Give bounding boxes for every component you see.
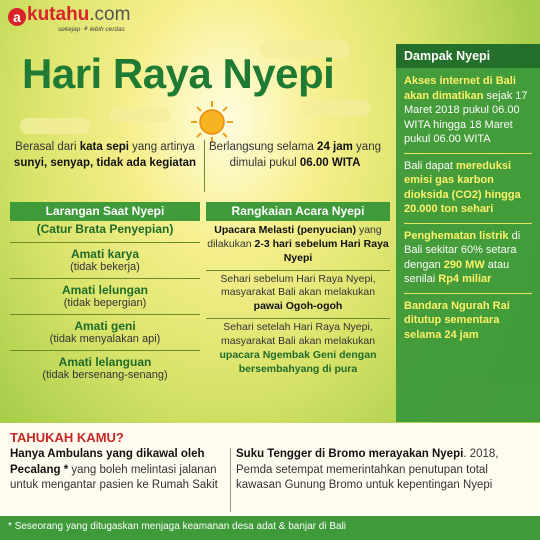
larangan-item bbox=[10, 242, 200, 278]
tahukah-bold: Suku Tengger di Bromo merayakan Nyepi bbox=[236, 448, 464, 460]
rangkaian-list bbox=[206, 222, 390, 381]
larangan-list bbox=[10, 242, 200, 386]
dampak-bold: Rp4 miliar bbox=[438, 273, 492, 286]
divider bbox=[230, 448, 231, 512]
intro-origin-text: yang artinya bbox=[128, 141, 195, 153]
cloud-decoration bbox=[110, 108, 170, 122]
intro-origin-text: Berasal dari bbox=[15, 141, 80, 153]
intro-origin-bold: kata sepi bbox=[79, 141, 129, 153]
larangan-item-desc: (tidak bersenang-senang) bbox=[42, 369, 168, 381]
rangkaian-bold: 2-3 hari sebelum Hari Raya Nyepi bbox=[254, 237, 389, 264]
rangkaian-item bbox=[206, 222, 390, 271]
dampak-text: atau senilai bbox=[404, 258, 510, 286]
cloud-decoration bbox=[300, 100, 370, 116]
intro-duration-bold: 24 jam bbox=[317, 141, 353, 153]
intro-origin bbox=[10, 140, 200, 171]
dampak-text: Bali dapat bbox=[404, 159, 456, 172]
larangan-heading: Larangan Saat Nyepi bbox=[10, 202, 200, 221]
logo-mark: a bbox=[8, 8, 26, 26]
rangkaian-heading: Rangkaian Acara Nyepi bbox=[206, 202, 390, 221]
rangkaian-item bbox=[206, 271, 390, 320]
logo[interactable] bbox=[8, 4, 130, 26]
tahukah-bold: Hanya Ambulans yang dikawal oleh Pecalang * bbox=[10, 448, 205, 476]
dampak-bold: Bandara Ngurah Rai bbox=[404, 299, 510, 312]
tahukah-text: . 2018, Pemda setempat memerintahkan penutupan total kawasan Gunung Bromo untuk kepentingan Nyepi bbox=[236, 448, 499, 492]
tahukah-heading: TAHUKAH KAMU? bbox=[10, 430, 124, 445]
footnote: * Seseorang yang ditugaskan menjaga keamanan desa adat & banjar di Bali bbox=[0, 516, 540, 540]
intro-duration-text: Berlangsung selama bbox=[209, 141, 318, 153]
dampak-panel bbox=[396, 44, 540, 422]
dampak-item bbox=[404, 299, 532, 349]
rangkaian-text: yang dilakukan bbox=[207, 224, 382, 250]
rangkaian-text: Sehari sebelum Hari Raya Nyepi, masyarakat Bali akan melakukan bbox=[220, 272, 376, 299]
larangan-item bbox=[10, 314, 200, 350]
dampak-item bbox=[404, 74, 532, 154]
dampak-item bbox=[404, 229, 532, 294]
rangkaian-text: Sehari setelah Hari Raya Nyepi, masyarakat Bali akan melakukan bbox=[220, 321, 376, 348]
dampak-bold: Akses internet di Bali akan dimatikan bbox=[404, 75, 516, 102]
larangan-item-title: Amati lelanguan bbox=[58, 355, 152, 369]
logo-brand: kutahu bbox=[27, 4, 90, 25]
dampak-bold: 24 jam bbox=[444, 328, 479, 341]
tahukah-fact-left bbox=[10, 447, 228, 494]
rangkaian-bold: Upacara Melasti (penyucian) bbox=[214, 224, 357, 236]
intro-origin-bold: sunyi, senyap, tidak ada kegiatan bbox=[13, 156, 197, 169]
dampak-bold: 20.000 ton sehari bbox=[404, 203, 494, 216]
dampak-text: sejak 17 Maret 2018 pukul 06.00 WITA hingga 18 Maret pukul 06.00 WITA bbox=[404, 89, 528, 146]
dampak-bold: Penghematan listrik bbox=[404, 229, 509, 242]
larangan-item-desc: (tidak bekerja) bbox=[70, 261, 140, 273]
dampak-text: ditutup sementara selama bbox=[404, 314, 500, 341]
dampak-bold: mereduksi emisi gas karbon dioksida (CO2) hingga bbox=[404, 159, 521, 201]
intro-duration-bold: 06.00 WITA bbox=[299, 156, 361, 169]
larangan-item-title: Amati lelungan bbox=[61, 283, 148, 297]
larangan-item-title: Amati karya bbox=[70, 247, 140, 261]
sun-icon bbox=[190, 100, 234, 144]
larangan-item bbox=[10, 350, 200, 386]
rangkaian-bold: pawai Ogoh-ogoh bbox=[253, 300, 343, 313]
dampak-item bbox=[404, 159, 532, 224]
larangan-subheading: (Catur Brata Penyepian) bbox=[36, 222, 174, 236]
logo-domain: .com bbox=[89, 4, 131, 25]
larangan-item-desc: (tidak bepergian) bbox=[63, 297, 147, 309]
intro-duration bbox=[205, 140, 385, 171]
rangkaian-item bbox=[206, 319, 390, 380]
cloud-decoration bbox=[20, 118, 90, 134]
rangkaian-bold: upacara Ngembak Geni dengan bersembahyang di pura bbox=[219, 348, 377, 375]
tahukah-fact-right bbox=[236, 447, 534, 494]
dampak-text: di Bali sekitar 60% setara dengan bbox=[404, 229, 521, 271]
larangan-item-desc: (tidak menyalakan api) bbox=[49, 333, 161, 345]
tahukah-text: yang boleh melintasi jalanan untuk mengantar pasien ke Rumah Sakit bbox=[10, 463, 218, 492]
larangan-item bbox=[10, 278, 200, 314]
dampak-heading: Dampak Nyepi bbox=[396, 44, 540, 68]
page-title: Hari Raya Nyepi bbox=[22, 50, 335, 97]
dampak-bold: 290 MW bbox=[443, 258, 485, 271]
intro-duration-text: yang dimulai pukul bbox=[229, 141, 381, 169]
larangan-item-title: Amati geni bbox=[74, 319, 136, 333]
logo-tagline: sekejap ⚘ lebih cerdas bbox=[58, 26, 125, 33]
